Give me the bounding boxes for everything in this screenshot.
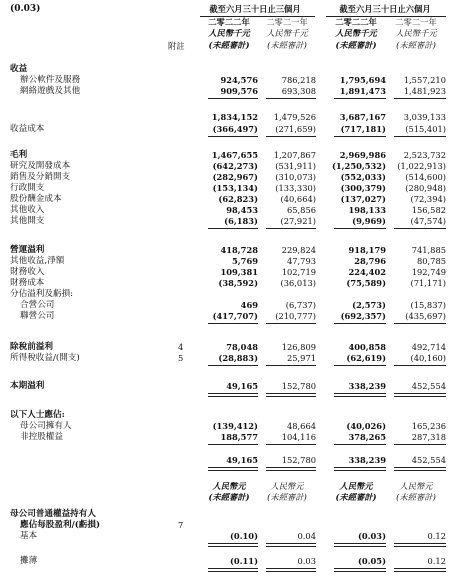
double-rule — [266, 393, 316, 397]
cell: (75,589) — [346, 278, 386, 288]
cell: 452,554 — [411, 455, 446, 465]
rule — [394, 98, 446, 99]
row-label-profit-period: 本期溢利 — [10, 381, 45, 391]
cell: 693,308 — [281, 86, 316, 96]
rule — [208, 365, 258, 366]
cell: (72,394) — [410, 194, 446, 204]
rule — [266, 323, 316, 324]
cell: 1,479,526 — [273, 112, 316, 122]
header-six-months: 截至六月三十日止六個月 — [339, 4, 431, 14]
rule — [266, 98, 316, 99]
cell: 198,133 — [348, 205, 386, 215]
cell: 1,834,152 — [211, 112, 258, 122]
section-revenue: 收益 — [10, 64, 28, 74]
cell: (0.05) — [357, 556, 386, 566]
cell: 378,265 — [348, 432, 386, 442]
double-rule — [208, 568, 258, 572]
rule — [394, 365, 446, 366]
rule — [394, 228, 446, 229]
cell: (282,967) — [212, 172, 258, 182]
row-label-gross-profit: 毛利 — [10, 150, 28, 160]
row-label-share-comp: 股份酬金成本 — [10, 194, 62, 204]
rule — [208, 98, 258, 99]
note-pbt: 4 — [178, 342, 184, 352]
cell: 452,554 — [411, 381, 446, 391]
cell: (515,401) — [405, 124, 446, 134]
cell: 909,576 — [220, 86, 258, 96]
header-year: 二零二二年 — [335, 17, 377, 27]
cell: 1,467,655 — [211, 150, 258, 160]
rule — [334, 228, 386, 229]
cell: (692,357) — [340, 311, 386, 321]
cell: 1,795,694 — [339, 75, 386, 85]
header-currency: 人民幣千元 — [208, 28, 250, 38]
row-label-other-income: 其他收入 — [10, 205, 45, 215]
cell: 165,236 — [411, 421, 446, 431]
cell: 80,785 — [416, 256, 446, 266]
cell: 152,780 — [281, 455, 316, 465]
rule — [266, 444, 316, 445]
header-currency: 人民幣千元 — [395, 28, 437, 38]
row-label-diluted: 攤薄 — [20, 556, 38, 566]
cell: 224,402 — [348, 267, 386, 277]
note-tax: 5 — [178, 353, 184, 363]
row-label-eps-title1: 母公司普通權益持有人 — [10, 509, 96, 519]
row-label-finance-cost: 財務成本 — [10, 278, 45, 288]
cell: 786,218 — [281, 75, 316, 85]
double-rule — [334, 467, 386, 471]
header-currency-bottom: 人民幣元 — [399, 481, 433, 491]
cell: (62,619) — [346, 353, 386, 363]
cell: (6,737) — [285, 300, 316, 310]
title-fragment: (0.03) — [10, 4, 41, 14]
rule — [394, 136, 446, 137]
cell: 156,582 — [411, 205, 446, 215]
cell: 47,793 — [286, 256, 316, 266]
cell: (38,592) — [218, 278, 258, 288]
cell: (15,837) — [410, 300, 446, 310]
cell: (36,013) — [280, 278, 316, 288]
row-label-other-gains: 其他收益,淨額 — [10, 256, 65, 266]
header-unaudited-bottom: (未經審計) — [267, 492, 307, 502]
header-year: 二零二一年 — [395, 17, 437, 27]
cell: (717,181) — [340, 124, 386, 134]
double-rule — [266, 568, 316, 572]
header-currency-bottom: 人民幣元 — [339, 481, 373, 491]
double-rule — [334, 393, 386, 397]
cell: 109,381 — [220, 267, 258, 277]
cell: (62,823) — [218, 194, 258, 204]
cell: (0.11) — [229, 556, 258, 566]
header-currency-bottom: 人民幣元 — [212, 481, 246, 491]
header-unaudited: (未經審計) — [267, 40, 307, 50]
row-label-attributable: 以下人士應佔: — [10, 410, 65, 420]
rule — [266, 136, 316, 137]
rule — [394, 323, 446, 324]
cell: 152,780 — [281, 381, 316, 391]
cell: 3,687,167 — [339, 112, 386, 122]
row-label-share-profit: 分佔溢利及虧損: — [10, 289, 74, 299]
row-label-rnd: 研究及開發成本 — [10, 161, 71, 171]
cell: (435,697) — [405, 311, 446, 321]
cell: 400,858 — [348, 342, 386, 352]
cell: 2,969,986 — [339, 150, 386, 160]
cell: 1,207,867 — [273, 150, 316, 160]
cell: (366,497) — [212, 124, 258, 134]
cell: 188,577 — [220, 432, 258, 442]
note-eps: 7 — [178, 520, 184, 530]
cell: 5,769 — [232, 256, 258, 266]
double-rule — [394, 393, 446, 397]
header-unaudited-bottom: (未經審計) — [335, 492, 377, 502]
cell: 2,523,732 — [403, 150, 446, 160]
cell: (514,600) — [405, 172, 446, 182]
cell: 0.12 — [427, 556, 446, 566]
rule — [266, 365, 316, 366]
row-label-eps-title2: 應佔每股盈利/(虧損) — [20, 520, 101, 530]
cell: 65,856 — [286, 205, 316, 215]
cell: (1,250,532) — [331, 161, 386, 171]
cell: (47,574) — [410, 216, 446, 226]
cell: 338,239 — [348, 381, 386, 391]
header-unaudited: (未經審計) — [396, 40, 436, 50]
row-label-other-expenses: 其他開支 — [10, 216, 45, 226]
rule — [394, 444, 446, 445]
cell: 49,165 — [226, 455, 258, 465]
cell: 48,664 — [286, 421, 316, 431]
cell: (6,183) — [224, 216, 258, 226]
double-rule — [208, 393, 258, 397]
cell: 98,453 — [226, 205, 258, 215]
row-label-pbt: 除稅前溢利 — [10, 342, 53, 352]
cell: (552,033) — [340, 172, 386, 182]
header-unaudited: (未經審計) — [208, 40, 250, 50]
row-label-office-software: 辦公軟件及服務 — [20, 75, 81, 85]
row-label-nci: 非控股權益 — [20, 432, 63, 442]
rule — [208, 323, 258, 324]
row-label-tax: 所得稅收益/(開支) — [10, 353, 80, 363]
row-label-jv: 合營公司 — [20, 300, 55, 310]
header-unaudited-bottom: (未經審計) — [396, 492, 436, 502]
rule — [334, 136, 386, 137]
rule — [266, 228, 316, 229]
double-rule — [266, 467, 316, 471]
cell: (0.10) — [229, 531, 258, 541]
rule — [334, 98, 386, 99]
cell: 418,728 — [220, 245, 258, 255]
cell: 1,891,473 — [339, 86, 386, 96]
cell: (642,273) — [212, 161, 258, 171]
row-label-cost-of-revenue: 收益成本 — [10, 124, 45, 134]
cell: (40,026) — [346, 421, 386, 431]
header-currency-bottom: 人民幣元 — [270, 481, 304, 491]
double-rule — [208, 543, 258, 547]
header-currency: 人民幣千元 — [266, 28, 308, 38]
cell: 102,719 — [281, 267, 316, 277]
cell: 492,714 — [411, 342, 446, 352]
header-currency: 人民幣千元 — [335, 28, 377, 38]
cell: 469 — [240, 300, 258, 310]
cell: 25,971 — [286, 353, 316, 363]
header-note-col: 附註 — [168, 41, 185, 51]
row-label-finance-income: 財務收入 — [10, 267, 45, 277]
cell: (133,330) — [275, 183, 316, 193]
row-label-owners: 母公司擁有人 — [20, 421, 72, 431]
cell: (271,659) — [275, 124, 316, 134]
cell: (40,664) — [280, 194, 316, 204]
double-rule — [266, 543, 316, 547]
cell: (71,171) — [410, 278, 446, 288]
cell: 104,116 — [281, 432, 316, 442]
cell: 126,809 — [281, 342, 316, 352]
double-rule — [334, 543, 386, 547]
cell: (531,911) — [275, 161, 316, 171]
double-rule — [334, 568, 386, 572]
double-rule — [208, 467, 258, 471]
double-rule — [394, 543, 446, 547]
cell: (137,027) — [340, 194, 386, 204]
cell: 287,318 — [411, 432, 446, 442]
cell: 0.12 — [427, 531, 446, 541]
cell: 741,885 — [411, 245, 446, 255]
row-label-basic: 基本 — [20, 531, 38, 541]
cell: 924,576 — [220, 75, 258, 85]
cell: (139,412) — [212, 421, 258, 431]
cell: (2,573) — [352, 300, 386, 310]
double-rule — [394, 467, 446, 471]
row-label-admin: 行政開支 — [10, 183, 45, 193]
rule — [334, 365, 386, 366]
row-label-operating-profit: 營運溢利 — [10, 245, 45, 255]
cell: 28,796 — [354, 256, 386, 266]
rule — [334, 323, 386, 324]
row-label-associates: 聯營公司 — [20, 311, 55, 321]
header-year: 二零二一年 — [266, 17, 308, 27]
cell: (1,022,913) — [397, 161, 446, 171]
rule — [334, 444, 386, 445]
cell: 1,557,210 — [403, 75, 446, 85]
cell: (9,969) — [352, 216, 386, 226]
header-year: 二零二二年 — [208, 17, 250, 27]
cell: (417,707) — [212, 311, 258, 321]
cell: (28,883) — [218, 353, 258, 363]
cell: 1,481,923 — [403, 86, 446, 96]
cell: 49,165 — [226, 381, 258, 391]
cell: 3,039,133 — [403, 112, 446, 122]
cell: 78,048 — [226, 342, 258, 352]
row-label-online-games: 網絡遊戲及其他 — [20, 86, 81, 96]
cell: 192,749 — [411, 267, 446, 277]
double-rule — [394, 568, 446, 572]
cell: (153,134) — [212, 183, 258, 193]
cell: 918,179 — [348, 245, 386, 255]
row-label-selling: 銷售及分銷開支 — [10, 172, 71, 182]
rule — [208, 136, 258, 137]
rule — [208, 228, 258, 229]
header-three-months: 截至六月三十日止三個月 — [209, 4, 301, 14]
cell: (300,379) — [340, 183, 386, 193]
rule — [208, 444, 258, 445]
cell: 0.04 — [297, 531, 316, 541]
cell: (27,921) — [280, 216, 316, 226]
cell: (280,948) — [405, 183, 446, 193]
cell: 0.03 — [297, 556, 316, 566]
header-unaudited: (未經審計) — [335, 40, 377, 50]
cell: (210,777) — [275, 311, 316, 321]
cell: (40,160) — [410, 353, 446, 363]
cell: (0.03) — [357, 531, 386, 541]
cell: (310,073) — [275, 172, 316, 182]
header-unaudited-bottom: (未經審計) — [208, 492, 250, 502]
cell: 229,824 — [281, 245, 316, 255]
cell: 338,239 — [348, 455, 386, 465]
